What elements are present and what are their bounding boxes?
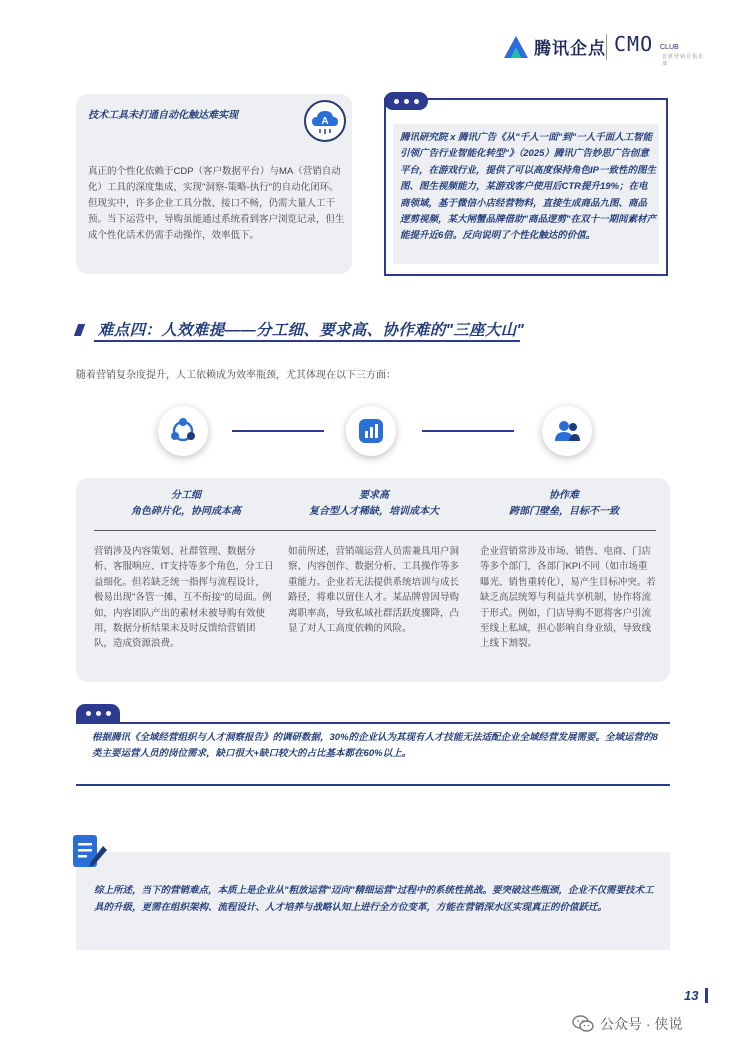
page-number-bar: [705, 988, 708, 1003]
club-subtext: 首席营销官俱乐部: [662, 54, 705, 67]
icon-connector-2: [422, 430, 514, 432]
column-title-3: 协作难: [549, 490, 579, 501]
data-note-bottom-line: [76, 784, 670, 786]
column-subtitle-2: 复合型人才稀缺，培训成本大: [309, 506, 439, 517]
column-title-2: 要求高: [359, 490, 389, 501]
tools-card-title: 技术工具未打通自动化触达难实现: [88, 110, 238, 121]
badge-letter: A: [321, 116, 329, 127]
data-note-dots: [76, 704, 120, 722]
tools-card: [76, 94, 352, 274]
notes-pen-icon: [70, 832, 108, 872]
column-rule-3: [476, 530, 656, 531]
brand-name: 腾讯企点: [534, 39, 606, 58]
wechat-icon: [572, 1015, 594, 1033]
column-header-3: [478, 488, 650, 520]
qidian-logo-icon: [504, 36, 528, 58]
data-note-top-line: [76, 722, 670, 724]
column-subtitle-1: 角色碎片化，协同成本高: [131, 506, 241, 517]
column-header-2: [288, 488, 460, 520]
users-icon: [542, 406, 592, 456]
section-underline: [94, 340, 520, 342]
column-title-1: 分工细: [171, 490, 201, 501]
column-body-3: 企业营销常涉及市场、销售、电商、门店等多个部门，各部门KPI不同（如市场重曝光、销售重转化），易产生目标冲突。若缺乏高层统筹与利益共享机制，协作将流于形式。例如，门店导购不愿将客户引流至线上私域，担心影响自身业绩，导致线上线下割裂。: [480, 546, 656, 650]
watermark: [572, 1014, 682, 1034]
data-note: [76, 700, 670, 780]
research-card-body: 腾讯研究院 x 腾讯广告《从"千人一面"到"一人千面人工智能引领广告行业智能化转型"》（2025）腾讯广告妙思广告创意平台，在游戏行业，提供了可以高度保持角色IP一致性的图生图、图生视频能力，某游戏客户使用后CTR提升19%；在电商领域，基于微信小店经营物料，直接生成商品九图、商品逻剪视频，某大闸蟹品牌借助"商品逻剪"在双十一期间素材产能提升近6倍。反向说明了个性化触达的价值。: [400, 132, 657, 242]
club-text: CLUB: [660, 44, 679, 51]
column-body-2: 如前所述，营销端运营人员需兼具用户洞察、内容创作、数据分析、工具操作等多重能力。企业若无法提供系统培训与成长路径，将难以留住人才。某品牌曾因导购离职率高，导致私域社群活跃度骤降，凸显了对人工高度依赖的风险。: [288, 546, 460, 635]
column-rule-1: [94, 530, 284, 531]
watermark-text: 公众号 · 侠说: [600, 1016, 683, 1032]
cmo-text: CMO: [614, 32, 654, 56]
logo-divider: [606, 34, 607, 60]
summary-card: [76, 852, 670, 950]
bar-chart-icon: [346, 406, 396, 456]
section-intro: 随着营销复杂度提升，人工依赖成为效率瓶颈，尤其体现在以下三方面：: [76, 370, 396, 381]
column-header-1: [100, 488, 272, 520]
column-body-1: 营销涉及内容策划、社群管理、数据分析、客服响应、IT支持等多个角色，分工日益细化。但若缺乏统一指挥与流程设计，极易出现"各管一摊、互不衔接"的局面。例如，内容团队产出的素材未被导购有效使用，数据分析结果未及时反馈给营销团队，造成资源浪费。: [94, 546, 274, 650]
column-rule-2: [284, 530, 476, 531]
tools-card-body: 真正的个性化依赖于CDP（客户数据平台）与MA（营销自动化）工具的深度集成，实现"洞察-策略-执行"的自动化闭环。但现实中，许多企业工具分散、接口不畅，仍需大量人工干预。当下运营中，导购虽能通过系统看到客户浏览记录，但生成个性化话术仍需手动操作，效率低下。: [88, 166, 345, 241]
research-card-dots: [384, 92, 428, 110]
ai-badge-icon: [304, 100, 346, 142]
research-card: [384, 98, 668, 276]
network-icon: [158, 406, 208, 456]
cmo-club-logo: [614, 32, 705, 67]
column-subtitle-3: 跨部门壁垒，目标不一致: [509, 506, 619, 517]
icon-connector-1: [232, 430, 324, 432]
tencent-qidian-logo: [504, 34, 606, 59]
data-note-body: 根据腾讯《全域经营组织与人才洞察报告》的调研数据，30%的企业认为其现有人才技能无法适配企业全域经营发展需要。全域运营的8类主要运营人员的岗位需求，缺口很大+缺口较大的占比基本都在60%以上。: [92, 732, 658, 760]
summary-body: 综上所述，当下的营销难点，本质上是企业从"粗放运营"迈向"精细运营"过程中的系统性挑战。要突破这些瓶颈，企业不仅需要技术工具的升级，更需在组织架构、流程设计、人才培养与战略认知上进行全方位变革，方能在营销深水区实现真正的价值跃迁。: [94, 885, 654, 913]
section-title: 难点四：人效难提——分工细、要求高、协作难的"三座大山": [98, 322, 525, 339]
section-marker: [74, 324, 85, 336]
page-number: 13: [684, 988, 699, 1003]
